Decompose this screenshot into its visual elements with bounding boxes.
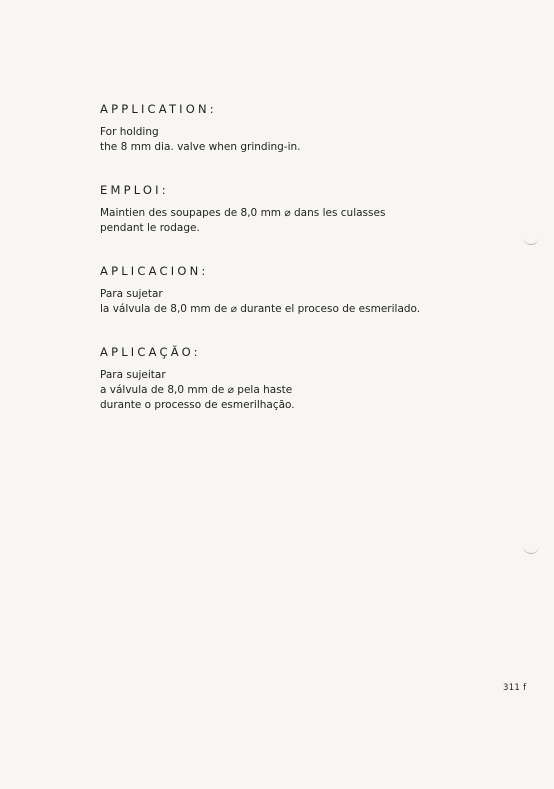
section-heading: APLICAÇÃO: — [100, 345, 201, 359]
body-line: For holding — [100, 126, 159, 138]
body-line: la válvula de 8,0 mm de ⌀ durante el proceso de esmerilado. — [100, 303, 421, 315]
body-line: pendant le rodage. — [100, 222, 200, 234]
section-heading: APLICACION: — [100, 264, 209, 278]
section-aplicacao — [100, 345, 500, 413]
body-line: the 8 mm dia. valve when grinding-in. — [100, 141, 301, 153]
body-line: durante o processo de esmerilhação. — [100, 399, 295, 411]
section-heading: EMPLOI: — [100, 183, 169, 197]
section-emploi — [100, 183, 500, 236]
punch-hole-mark — [523, 545, 539, 554]
section-aplicacion — [100, 264, 500, 317]
section-heading: APPLICATION: — [100, 102, 217, 116]
body-line: Para sujetar — [100, 288, 163, 300]
body-line: Para sujeitar — [100, 369, 166, 381]
body-line: a válvula de 8,0 mm de ⌀ pela haste — [100, 384, 293, 396]
section-application — [100, 102, 500, 155]
body-line: Maintien des soupapes de 8,0 mm ⌀ dans les culasses — [100, 207, 386, 219]
punch-hole-mark — [523, 236, 539, 245]
page-number: 311 f — [503, 683, 527, 693]
